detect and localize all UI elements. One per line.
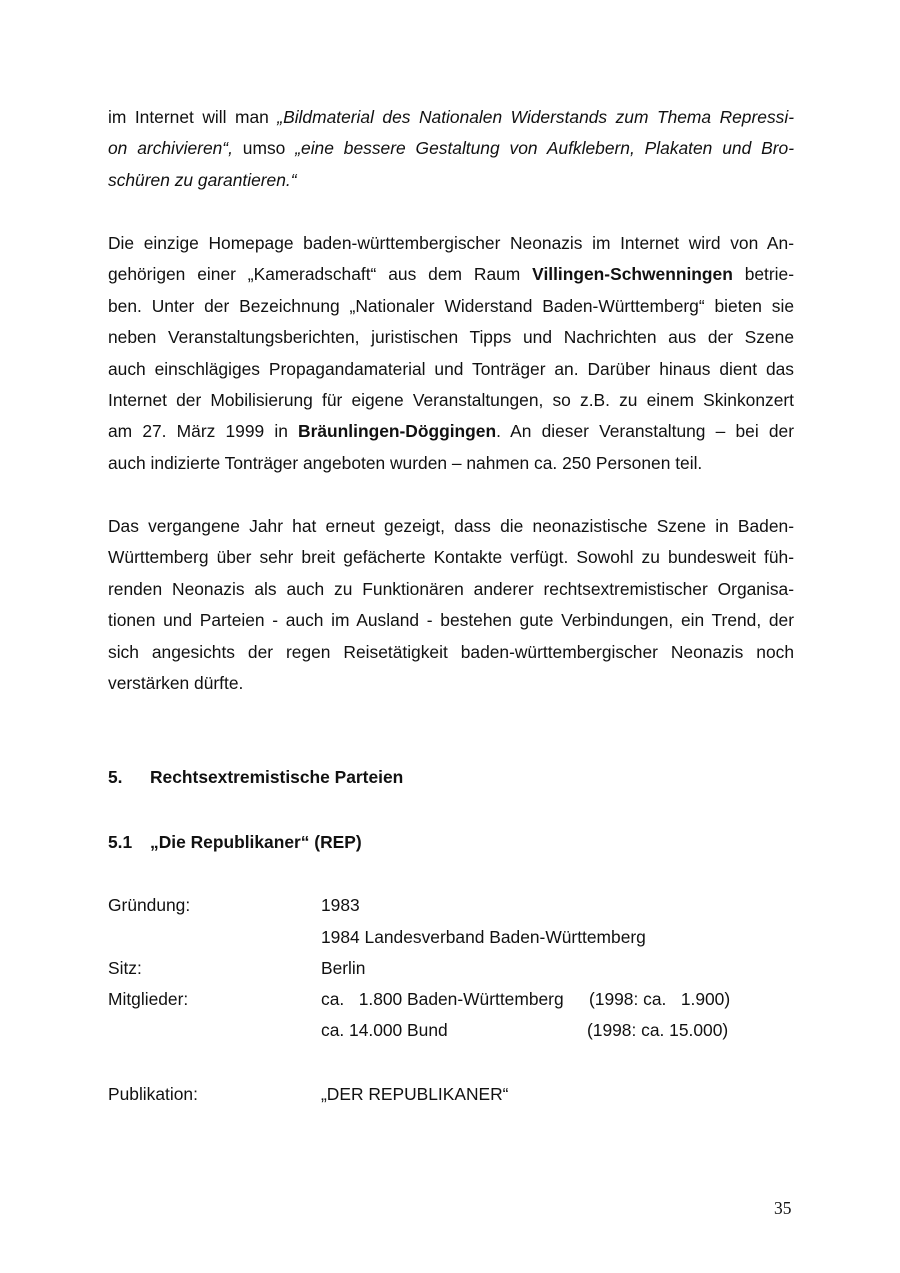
paragraph-2-line-1: Die einzige Homepage baden-württembergischer Neonazis im Internet wird von An- <box>108 233 794 253</box>
paragraph-3 <box>108 511 794 699</box>
gruendung-label: Gründung: <box>108 895 191 915</box>
paragraph-2-line-6: Internet der Mobilisierung für eigene Veranstaltungen, so z.B. zu einem Skinkonzert <box>108 389 794 410</box>
gruendung-value-1: 1983 <box>321 895 360 915</box>
mitglieder-bund-1998: (1998: ca. 15.000) <box>587 1020 729 1040</box>
section-5-title: Rechtsextremistische Parteien <box>150 767 404 787</box>
place-villingen-schwenningen: Villingen-Schwenningen <box>532 264 733 285</box>
page-number: 35 <box>774 1198 792 1218</box>
gruendung-value-2: 1984 Landesverband Baden-Württemberg <box>321 927 646 947</box>
publikation-value: „DER REPUBLIKANER“ <box>321 1084 509 1104</box>
paragraph-2-line-4: neben Veranstaltungsberichten, juristischen Tipps und Nachrichten aus der Szene <box>108 327 794 348</box>
paragraph-1 <box>108 102 794 196</box>
section-5-1-number: 5.1 <box>108 832 133 852</box>
paragraph-3-line-2: Württemberg über sehr breit gefächerte Kontakte verfügt. Sowohl zu bundesweit füh- <box>108 547 794 568</box>
sitz-value: Berlin <box>321 958 366 978</box>
paragraph-2-line-8: auch indizierte Tonträger angeboten wurden – nahmen ca. 250 Personen teil. <box>108 452 703 473</box>
paragraph-3-line-5: sich angesichts der regen Reisetätigkeit baden-württembergischer Neonazis noch <box>108 641 794 662</box>
paragraph-2-line-5: auch einschlägiges Propagandamaterial und Tonträger an. Darüber hinaus dient das <box>108 358 794 379</box>
section-5-1-title: „Die Republikaner“ (REP) <box>150 832 362 852</box>
mitglieder-bw-1998: (1998: ca. 1.900) <box>589 989 731 1009</box>
section-5-number: 5. <box>108 767 123 787</box>
facts-row-mitglieder-bund <box>108 1020 808 1051</box>
paragraph-3-line-3: renden Neonazis als auch zu Funktionären anderer rechtsextremistischer Organisa- <box>108 578 794 599</box>
publikation-label: Publikation: <box>108 1084 198 1104</box>
paragraph-3-line-6: verstärken dürfte. <box>108 672 244 693</box>
paragraph-2-line-3: ben. Unter der Bezeichnung „Nationaler Widerstand Baden-Württemberg“ bieten sie <box>108 295 794 316</box>
mitglieder-bund: ca. 14.000 Bund <box>321 1020 448 1040</box>
paragraph-3-line-1: Das vergangene Jahr hat erneut gezeigt, dass die neonazistische Szene in Baden- <box>108 516 794 536</box>
paragraph-1-line-2: on archivieren“, umso „eine bessere Gestaltung von Aufklebern, Plakaten und Bro- <box>108 138 794 159</box>
paragraph-3-line-4: tionen und Parteien - auch im Ausland - bestehen gute Verbindungen, ein Trend, der <box>108 610 794 631</box>
paragraph-1-line-1: im Internet will man „Bildmaterial des Nationalen Widerstands zum Thema Repressi- <box>108 107 794 127</box>
sitz-label: Sitz: <box>108 958 142 978</box>
mitglieder-bw: ca. 1.800 Baden-Württemberg <box>321 989 564 1009</box>
paragraph-2-line-7: am 27. März 1999 in Bräunlingen-Döggingen. An dieser Veranstaltung – bei der <box>108 421 794 442</box>
paragraph-1-line-3: schüren zu garantieren.“ <box>108 169 297 190</box>
place-braeunlingen-doeggingen: Bräunlingen-Döggingen <box>298 421 497 442</box>
paragraph-2 <box>108 228 794 479</box>
mitglieder-label: Mitglieder: <box>108 989 189 1009</box>
facts-row-mitglieder <box>108 989 808 1020</box>
paragraph-2-line-2: gehörigen einer „Kameradschaft“ aus dem Raum Villingen-Schwenningen betrie- <box>108 264 794 285</box>
section-5-heading <box>108 767 403 788</box>
section-5-1-heading <box>108 832 362 853</box>
